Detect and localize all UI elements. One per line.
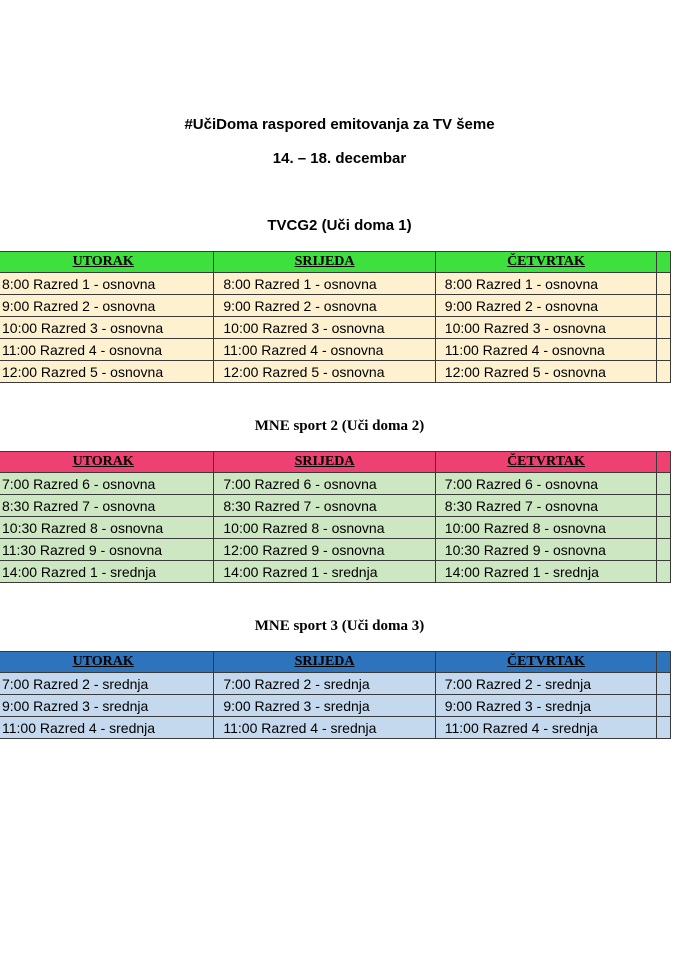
cut-off-cell <box>657 561 671 583</box>
day-header: ČETVRTAK <box>435 452 656 473</box>
table-cell: 10:00 Razred 8 - osnovna <box>214 517 435 539</box>
table-row <box>0 673 671 695</box>
table-cell: 10:30 Razred 8 - osnovna <box>0 517 214 539</box>
day-header: UTORAK <box>0 652 214 673</box>
table-cell: 10:00 Razred 3 - osnovna <box>0 317 214 339</box>
table-header-row <box>0 452 671 473</box>
table-row <box>0 339 671 361</box>
table-row <box>0 539 671 561</box>
table-cell: 7:00 Razred 2 - srednja <box>214 673 435 695</box>
table-row <box>0 295 671 317</box>
cut-off-cell <box>657 517 671 539</box>
day-header: UTORAK <box>0 252 214 273</box>
day-header: UTORAK <box>0 452 214 473</box>
table-cell: 12:00 Razred 5 - osnovna <box>0 361 214 383</box>
table-cell: 9:00 Razred 3 - srednja <box>214 695 435 717</box>
day-header: ČETVRTAK <box>435 252 656 273</box>
table-cell: 10:00 Razred 3 - osnovna <box>214 317 435 339</box>
table-row <box>0 695 671 717</box>
table-cell: 8:30 Razred 7 - osnovna <box>0 495 214 517</box>
cut-off-cell <box>657 495 671 517</box>
table-cell: 12:00 Razred 5 - osnovna <box>214 361 435 383</box>
table-cell: 7:00 Razred 6 - osnovna <box>214 473 435 495</box>
cut-off-column <box>657 652 671 673</box>
schedule-table-mne-sport-3 <box>0 651 671 739</box>
table-cell: 11:00 Razred 4 - osnovna <box>435 339 656 361</box>
cut-off-cell <box>657 695 671 717</box>
day-header: SRIJEDA <box>214 252 435 273</box>
table-cell: 9:00 Razred 3 - srednja <box>0 695 214 717</box>
table-row <box>0 561 671 583</box>
section-title-mne-sport-2: MNE sport 2 (Uči doma 2) <box>254 418 425 434</box>
table-cell: 14:00 Razred 1 - srednja <box>0 561 214 583</box>
table-row <box>0 273 671 295</box>
table-cell: 12:00 Razred 5 - osnovna <box>435 361 656 383</box>
table-cell: 14:00 Razred 1 - srednja <box>214 561 435 583</box>
table-cell: 9:00 Razred 2 - osnovna <box>0 295 214 317</box>
table-header-row <box>0 652 671 673</box>
cut-off-cell <box>657 539 671 561</box>
date-range: 14. – 18. decembar <box>272 150 407 167</box>
section-title-tvcg2: TVCG2 (Uči doma 1) <box>267 217 412 234</box>
day-header: SRIJEDA <box>214 452 435 473</box>
table-cell: 14:00 Razred 1 - srednja <box>435 561 656 583</box>
table-cell: 11:00 Razred 4 - srednja <box>214 717 435 739</box>
schedule-table-mne-sport-2 <box>0 451 671 583</box>
document-title: #UčiDoma raspored emitovanja za TV šeme <box>184 116 495 133</box>
table-row <box>0 361 671 383</box>
table-row <box>0 495 671 517</box>
table-cell: 11:30 Razred 9 - osnovna <box>0 539 214 561</box>
table-header-row <box>0 252 671 273</box>
cut-off-cell <box>657 295 671 317</box>
table-cell: 7:00 Razred 6 - osnovna <box>435 473 656 495</box>
table-cell: 11:00 Razred 4 - osnovna <box>0 339 214 361</box>
table-row <box>0 317 671 339</box>
table-cell: 9:00 Razred 2 - osnovna <box>435 295 656 317</box>
table-cell: 8:00 Razred 1 - osnovna <box>0 273 214 295</box>
table-row <box>0 517 671 539</box>
table-cell: 11:00 Razred 4 - srednja <box>435 717 656 739</box>
table-cell: 7:00 Razred 2 - srednja <box>0 673 214 695</box>
cut-off-column <box>657 252 671 273</box>
table-cell: 7:00 Razred 6 - osnovna <box>0 473 214 495</box>
cut-off-cell <box>657 339 671 361</box>
table-cell: 10:30 Razred 9 - osnovna <box>435 539 656 561</box>
table-cell: 11:00 Razred 4 - osnovna <box>214 339 435 361</box>
cut-off-cell <box>657 473 671 495</box>
table-cell: 8:00 Razred 1 - osnovna <box>435 273 656 295</box>
table-cell: 7:00 Razred 2 - srednja <box>435 673 656 695</box>
table-cell: 8:00 Razred 1 - osnovna <box>214 273 435 295</box>
day-header: SRIJEDA <box>214 652 435 673</box>
schedule-table-tvcg2 <box>0 251 671 383</box>
table-row <box>0 717 671 739</box>
table-cell: 11:00 Razred 4 - srednja <box>0 717 214 739</box>
section-title-mne-sport-3: MNE sport 3 (Uči doma 3) <box>254 618 425 634</box>
table-cell: 9:00 Razred 3 - srednja <box>435 695 656 717</box>
day-header: ČETVRTAK <box>435 652 656 673</box>
table-row <box>0 473 671 495</box>
table-cell: 10:00 Razred 3 - osnovna <box>435 317 656 339</box>
cut-off-cell <box>657 361 671 383</box>
cut-off-cell <box>657 273 671 295</box>
cut-off-cell <box>657 717 671 739</box>
table-cell: 12:00 Razred 9 - osnovna <box>214 539 435 561</box>
cut-off-cell <box>657 673 671 695</box>
table-cell: 10:00 Razred 8 - osnovna <box>435 517 656 539</box>
cut-off-column <box>657 452 671 473</box>
table-cell: 8:30 Razred 7 - osnovna <box>435 495 656 517</box>
table-cell: 8:30 Razred 7 - osnovna <box>214 495 435 517</box>
table-cell: 9:00 Razred 2 - osnovna <box>214 295 435 317</box>
cut-off-cell <box>657 317 671 339</box>
